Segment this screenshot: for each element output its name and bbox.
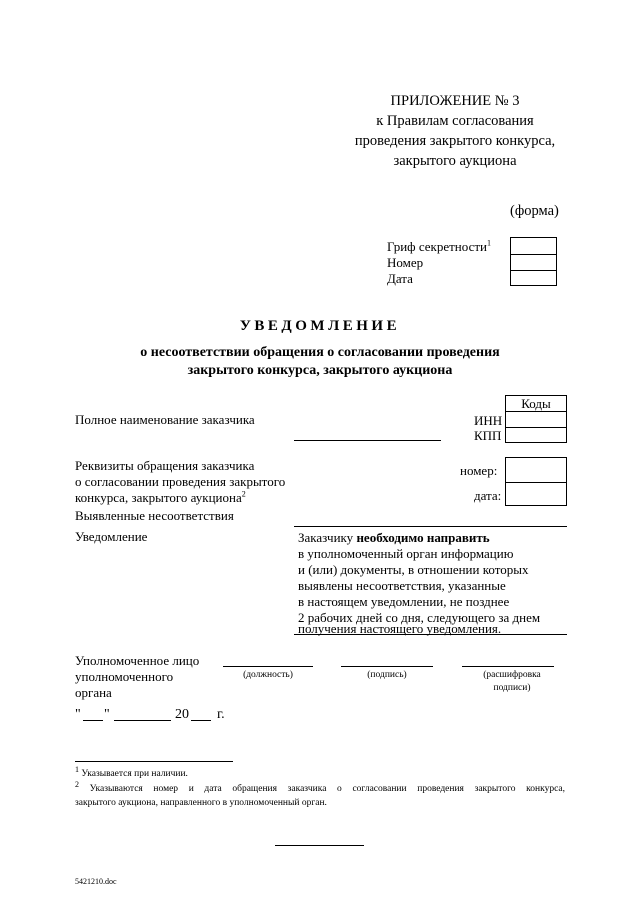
authorized-line-1: Уполномоченное лицо xyxy=(75,653,200,668)
year-suffix: г. xyxy=(217,707,225,722)
request-line-2: о согласовании проведения закрытого xyxy=(75,474,286,489)
month-field[interactable] xyxy=(114,720,171,721)
request-line-3: конкурса, закрытого аукциона$^2$ xyxy=(75,489,246,505)
notice-text-line-5: в настоящем уведомлении, не позднее xyxy=(298,594,510,609)
footnote-separator xyxy=(75,761,233,762)
notice-text-line-7: получения настоящего уведомления. xyxy=(298,621,502,636)
footnote-1: $^1$ Указывается при наличии. xyxy=(75,764,188,779)
date-open-quote: " xyxy=(75,707,81,722)
date-close-quote: " xyxy=(104,707,110,722)
appendix-line-2: к Правилам согласования xyxy=(376,113,534,129)
kpp-field[interactable] xyxy=(505,427,567,443)
signature-line[interactable] xyxy=(341,666,433,667)
footnote-2-mark: 2 xyxy=(75,779,79,789)
date-label: Дата xyxy=(387,271,413,286)
notice-text-line-1: Заказчику необходимо направить xyxy=(298,530,490,545)
footnote-2-line-2: закрытого аукциона, направленного в уполномоченный орган. xyxy=(75,798,327,808)
position-caption: (должность) xyxy=(243,670,293,680)
position-line[interactable] xyxy=(223,666,313,667)
decoding-caption-2: подписи) xyxy=(493,683,531,693)
request-date-field[interactable] xyxy=(505,482,567,506)
number-field[interactable] xyxy=(510,254,557,271)
secrecy-field[interactable] xyxy=(510,237,557,255)
notice-text-line-2: в уполномоченный орган информацию xyxy=(298,546,514,561)
form-label: (форма) xyxy=(510,203,559,219)
decoding-caption-1: (расшифровка xyxy=(483,670,541,680)
subtitle-line-1: о несоответствии обращения о согласовании проведения xyxy=(140,345,500,360)
notice-text-line-4: выявлены несоответствия, указанные xyxy=(298,578,506,593)
notice-label: Уведомление xyxy=(75,529,148,544)
signature-caption: (подпись) xyxy=(367,670,407,680)
footnote-1-mark: 1 xyxy=(75,764,79,774)
notice-text-line-3: и (или) документы, в отношении которых xyxy=(298,562,529,577)
appendix-title: ПРИЛОЖЕНИЕ № 3 xyxy=(390,93,520,109)
footnote-2-line-1: $^2$ Указываются номер и дата обращения заказчика о согласовании проведения закрытого конкурса, xyxy=(75,779,565,794)
discrepancies-line[interactable] xyxy=(294,526,567,527)
document-id: 5421210.doc xyxy=(75,877,117,886)
page-separator xyxy=(275,845,364,846)
kpp-label: КПП xyxy=(474,428,502,443)
appendix-line-3: проведения закрытого конкурса, xyxy=(354,133,556,149)
notice-text-line-6: 2 рабочих дней со дня, следующего за днем xyxy=(298,610,541,625)
decoding-line[interactable] xyxy=(462,666,554,667)
request-number-field[interactable] xyxy=(505,457,567,483)
appendix-line-4: закрытого аукциона xyxy=(393,153,517,169)
customer-name-label: Полное наименование заказчика xyxy=(75,412,255,427)
request-number-label: номер: xyxy=(460,463,498,478)
number-label: Номер xyxy=(387,255,424,270)
document-title: УВЕДОМЛЕНИЕ xyxy=(239,318,401,334)
secrecy-footnote-mark: 1 xyxy=(486,238,491,248)
inn-label: ИНН xyxy=(474,413,503,428)
subtitle-line-2: закрытого конкурса, закрытого аукциона xyxy=(187,363,453,378)
authorized-line-2: уполномоченного xyxy=(75,669,174,684)
year-prefix: 20 xyxy=(175,707,189,722)
date-field[interactable] xyxy=(510,270,557,286)
request-line-1: Реквизиты обращения заказчика xyxy=(75,458,255,473)
secrecy-label: Гриф секретности$^1$ xyxy=(387,238,491,254)
authorized-line-3: органа xyxy=(75,685,112,700)
request-date-label: дата: xyxy=(474,488,502,503)
notice-emphasis: необходимо направить xyxy=(356,530,490,545)
discrepancies-label: Выявленные несоответствия xyxy=(75,508,234,523)
day-field[interactable] xyxy=(83,720,103,721)
inn-field[interactable] xyxy=(505,411,567,428)
year-field[interactable] xyxy=(191,720,211,721)
codes-header: Коды xyxy=(505,395,567,412)
notice-bottom-line xyxy=(294,634,567,635)
request-footnote-mark: 2 xyxy=(241,489,246,499)
customer-name-line[interactable] xyxy=(294,440,441,441)
